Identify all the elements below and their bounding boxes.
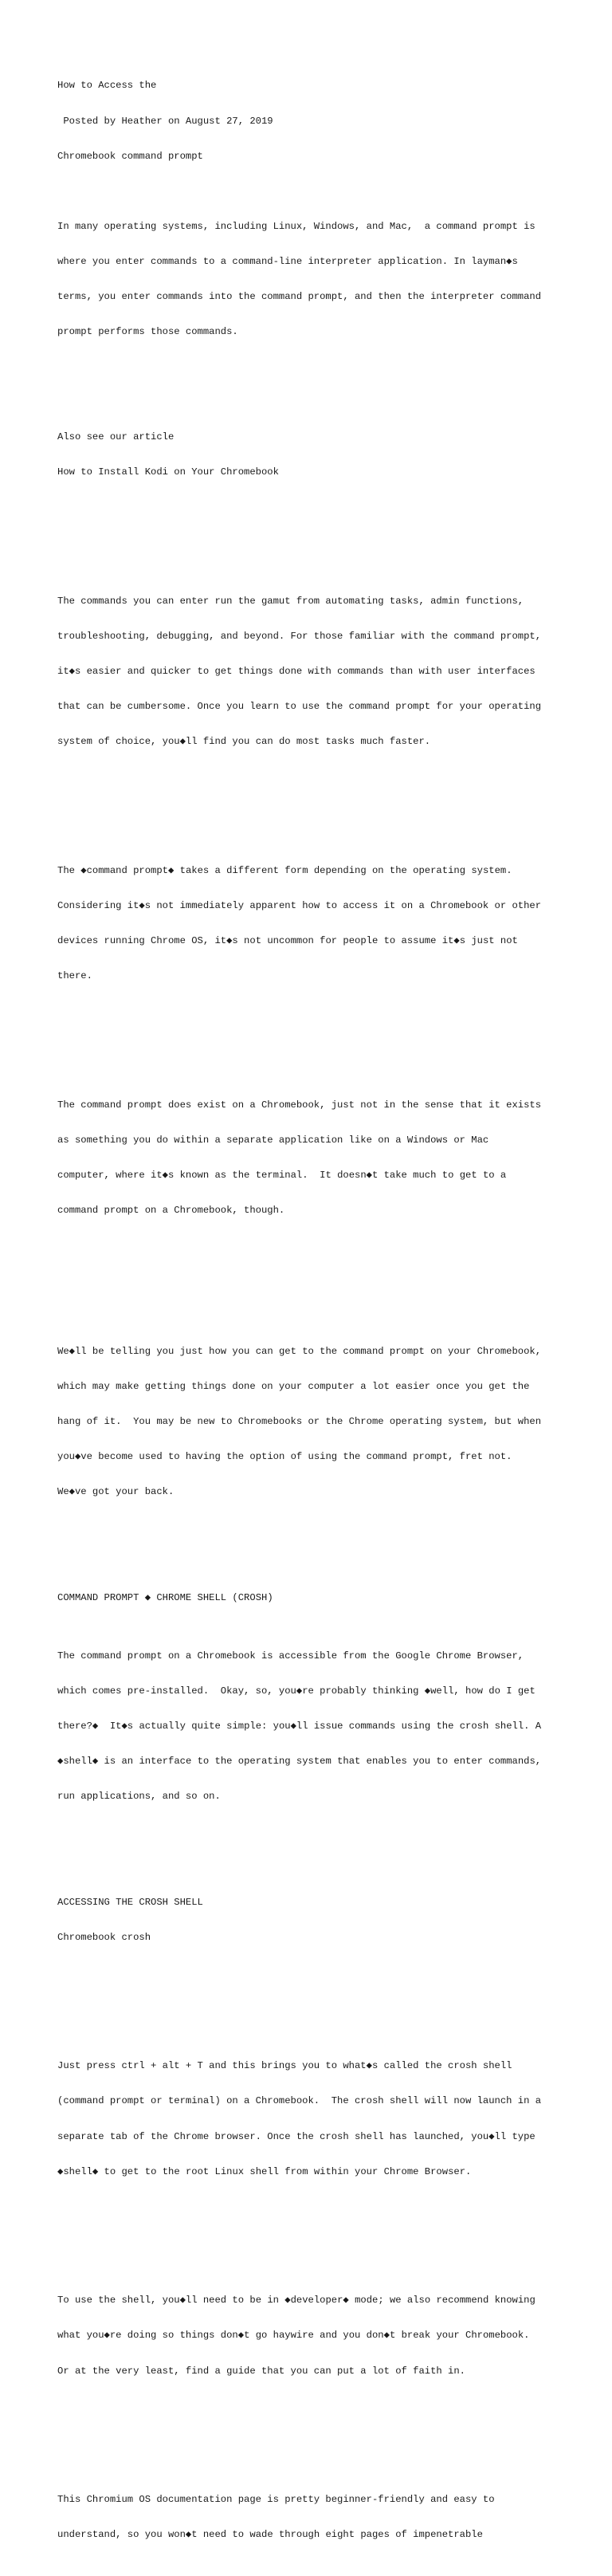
section-heading-accessing: ACCESSING THE CROSH SHELL [57,1896,203,1908]
paragraph-line: To use the shell, you◆ll need to be in ◆developer◆ mode; we also recommend knowing [57,2295,536,2307]
paragraph-line: there. [57,970,92,982]
paragraph-line: hang of it. You may be new to Chromebooks or the Chrome operating system, but when [57,1416,542,1428]
paragraph-line: what you◆re doing so things don◆t go haywire and you don◆t break your Chromebook. [57,2330,530,2342]
paragraph-line: We◆ll be telling you just how you can get to the command prompt on your Chromebook, [57,1345,542,1357]
paragraph-6 [57,2037,583,2201]
paragraph-line: The ◆command prompt◆ takes a different form depending on the operating system. [57,865,512,877]
intro-line: In many operating systems, including Linux, Windows, and Mac, a command prompt is [57,220,536,232]
image-caption: Chromebook crosh [57,1931,151,1943]
paragraph-line: understand, so you won◆t need to wade through eight pages of impenetrable [57,2529,483,2541]
paragraph-line: Considering it◆s not immediately apparent how to access it on a Chromebook or other [57,900,542,912]
section-heading-crosh: COMMAND PROMPT ◆ CHROME SHELL (CROSH) [57,1591,273,1603]
intro-paragraph [57,197,583,361]
paragraph-7 [57,2271,583,2401]
paragraph-2 [57,842,583,1006]
paragraph-line: The commands you can enter run the gamut from automating tasks, admin functions, [57,596,524,608]
also-see-link[interactable]: How to Install Kodi on Your Chromebook [57,466,279,478]
paragraph-line: which comes pre-installed. Okay, so, you◆re probably thinking ◆well, how do I get [57,1685,536,1697]
paragraph-line: This Chromium OS documentation page is pretty beginner-friendly and easy to [57,2494,495,2506]
paragraph-3 [57,1076,583,1241]
title-line-2: Chromebook command prompt [57,150,203,162]
paragraph-line: command prompt on a Chromebook, though. [57,1205,285,1217]
paragraph-line: The command prompt on a Chromebook is accessible from the Google Chrome Browser, [57,1650,524,1662]
intro-line: prompt performs those commands. [57,326,238,338]
document-page [57,57,583,2576]
paragraph-line: Or at the very least, find a guide that you can put a lot of faith in. [57,2365,465,2377]
paragraph-5 [57,1627,583,1827]
paragraph-line: ◆shell◆ is an interface to the operating system that enables you to enter commands, [57,1756,542,1768]
paragraph-line: ◆shell◆ to get to the root Linux shell from within your Chrome Browser. [57,2165,472,2177]
intro-line: where you enter commands to a command-line interpreter application. In layman◆s [57,255,518,267]
paragraph-8 [57,2471,583,2565]
paragraph-line: We◆ve got your back. [57,1486,175,1498]
byline: Posted by Heather on August 27, 2019 [57,115,273,127]
paragraph-line: (command prompt or terminal) on a Chromebook. The crosh shell will now launch in a [57,2095,542,2107]
paragraph-line: troubleshooting, debugging, and beyond. For those familiar with the command prompt, [57,631,542,643]
paragraph-line: it◆s easier and quicker to get things done with commands than with user interfaces [57,666,536,678]
paragraph-line: run applications, and so on. [57,1791,221,1803]
paragraph-line: The command prompt does exist on a Chromebook, just not in the sense that it exists [57,1099,542,1111]
paragraph-1 [57,572,583,772]
paragraph-line: there?◆ It◆s actually quite simple: you◆ll issue commands using the crosh shell. A [57,1721,542,1732]
paragraph-line: which may make getting things done on your computer a lot easier once you get the [57,1380,530,1392]
paragraph-line: as something you do within a separate application like on a Windows or Mac [57,1135,489,1146]
paragraph-4 [57,1322,583,1521]
paragraph-line: you◆ve become used to having the option of using the command prompt, fret not. [57,1451,512,1463]
paragraph-line: computer, where it◆s known as the terminal. It doesn◆t take much to get to a [57,1170,507,1182]
paragraph-line: separate tab of the Chrome browser. Once the crosh shell has launched, you◆ll type [57,2130,536,2142]
also-see-label: Also see our article [57,431,175,443]
paragraph-line: that can be cumbersome. Once you learn to use the command prompt for your operating [57,701,542,713]
title-line-1: How to Access the [57,80,157,92]
paragraph-line: Just press ctrl + alt + T and this brings you to what◆s called the crosh shell [57,2060,512,2072]
paragraph-line: system of choice, you◆ll find you can do most tasks much faster. [57,736,431,748]
intro-line: terms, you enter commands into the command prompt, and then the interpreter command [57,290,542,302]
paragraph-line: devices running Chrome OS, it◆s not uncommon for people to assume it◆s just not [57,935,518,947]
